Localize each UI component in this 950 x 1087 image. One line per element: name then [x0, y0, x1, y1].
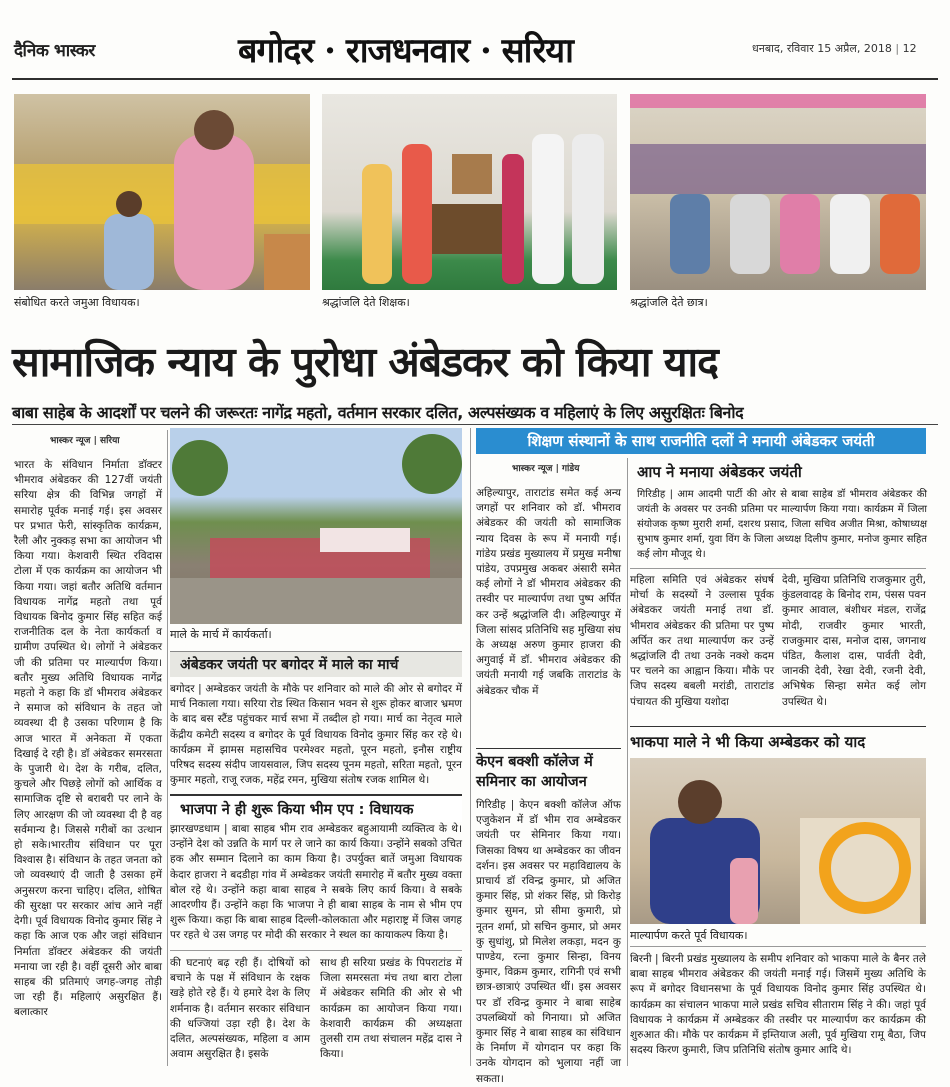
bhakpa-rule: [630, 726, 926, 727]
col-divider-2: [470, 428, 471, 1066]
education-credit: भास्कर न्यूज | गांडेय: [512, 464, 580, 474]
male-march-headline: अंबेडकर जयंती पर बगोदर में माले का मार्च: [170, 651, 462, 677]
photo-illustration-bhakpa: [630, 758, 926, 924]
photo-illustration-students: [630, 94, 926, 290]
masthead-rule: [12, 78, 938, 80]
photo-bhakpa-tribute: [630, 758, 926, 924]
aap-rule: [630, 568, 926, 569]
main-body-col1: भारत के संविधान निर्माता डॉक्टर भीमराव अंबेडकर की 127वीं जयंती सरिया क्षेत्र की विभिन्न जगहों में समारोह पूर्वक मनाई गई। इस अवसर पर प्रभात फेरी, सांस्कृतिक कार्यक्रम, रैली और नुक्कड़ सभा का आयोजन भी किया गया। केशवारी स्थित रविदास टोला में एक कार्यक्रम का आयोजन भी किया गया। जहां बतौर अतिथि वर्तमान विधायक नागेंद्र महतो तथा पूर्व विधायक बिनोद कुमार सिंह सहित कई राजनीतिक दल के नेता कार्यकर्ता व ग्रामीण उपस्थित थे। लोगों ने अंबेडकर जी की प्रतिमा पर माल्यार्पण किया। बतौर मुख्य अतिथि विधायक नागेंद्र महतो ने कहा कि डॉ भीमराव अंबेडकर ने समाज को संविधान के तहत जो व्यवस्था दी है उसका परिणाम है कि आज भारत में अनेकता में एकता दिखाई दे रही है। डॉ अंबेडकर समरसता के पुजारी थे। देश के गरीब, दलित, कुचले और पिछड़े लोगों को आर्थिक व सामाजिक दृष्टि से बराबरी पर लाने के लिए आरक्षण की जो व्यवस्था दी है वह सर्वमान्य है। जिससे गरीबों का उत्थान हो सके।भारतीय संविधान पर पूरा विश्वास है। संविधान के तहत जनता को जो व्यवस्थाएं दी जाती है उसका हमें अनुसरण करना चाहिए। दलित, शोषित की सुरक्षा पर सरकार आंच आने नहीं देगी। पूर्व विधायक विनोद कुमार सिंह ने कहा कि आज एक और जहां संविधान निर्माता डॉक्टर अंबेडकर की जयंती मनाया जा रही है। वहीं दूसरी ओर बाबा साहब की प्रतिमाएं जगह-जगह तोड़ी जा रही हैं। महिलाएं असुरक्षित हैं। बलात्कार: [14, 459, 162, 1019]
page-number: 12: [902, 42, 917, 55]
male-march-body: बगोदर | अम्बेडकर जयंती के मौके पर शनिवार को माले की ओर से बगोदर में मार्च निकाला गया। सरिया रोड स्थित किसान भवन से शुरू होकर बाजार भ्रमण के बाद बस स्टैंड पहुंचकर मार्च सभा में तब्दील हो गया। मार्च का नेतृत्व माले केंद्रीय कमेटी सदस्य व बगोदर के पूर्व विधायक विनोद कुमार सिंह कर रहे थे। कार्यक्रम में झामस महासचिव परमेश्वर महतो, पूरन महतो, इनौस राष्ट्रीय परिषद सदस्य संदीप जायसवाल, जिप सदस्य पूनम महतो, सरिता महतो, पूरन कुमार महतो, राजू रजक, महेंद्र रमन, मुखिया संतोष रजक शामिल थे।: [170, 683, 462, 787]
ken-body: गिरिडीह | केएन बक्शी कॉलेज ऑफ एजुकेशन में डॉ भीम राव अम्बेडकर जयंती पर सेमिनार किया गया। जिसका विषय था अम्बेडकर का जीवन दर्शन। इस अवसर पर महाविद्यालय के प्राचार्य डॉ रविन्द्र कुमार, प्रो अजित कुमार सिंह, प्रो शंकर सिंह, प्रो किरोड़ कुमार सुमन, प्रो सीमा कुमारी, प्रो नूतन शर्मा, प्रो सचिन कुमार, प्रो अमर कु सुधांशु, प्रो मिलेश लकड़ा, मदन कु पाण्डेय, रत्ना कुमार सिन्हा, विनय कुमार, विक्रम कुमार, रागिनी एवं सभी छात्र-छात्राएं उपस्थित थीं। इस अवसर पर डॉ रविन्द्र कुमार ने बाबा साहेब उपलब्धियों को गिनाया। प्रो अजित कुमार सिंह ने बाबा साहब का संविधान के निर्माण में योगदान पर कहा कि उनके योगदान को भुलाया नहीं जा सकता।: [476, 799, 621, 1085]
photo-students-tribute: [630, 94, 926, 290]
photo-male-march: [170, 428, 462, 624]
photo-illustration-march: [170, 428, 462, 624]
main-body-col2: की घटनाएं बढ़ रही हैं। दोषियों को बचाने के पक्ष में संविधान के रक्षक खड़े होते रहे हैं। ये हमारे देश के लिए शर्मनाक है। वर्तमान सरकार संविधान की धज्जियां उड़ा रही है। देश के दलित, अल्पसंख्यक, महिला व आम अवाम असुरक्षित है। इसके: [170, 957, 310, 1061]
bhakpa-body-rule: [630, 946, 926, 947]
bhakpa-headline: भाकपा माले ने भी किया अम्बेडकर को याद: [630, 733, 866, 751]
aap-intro: गिरिडीह | आम आदमी पार्टी की ओर से बाबा साहेब डॉ भीमराव अंबेडकर की जयंती के अवसर पर उनकी प्रतिमा पर माल्यार्पण किया गया। कार्यक्रम में जिला संयोजक कृष्ण मुरारी शर्मा, दशरथ प्रसाद, जिला सचिव अजीत मिश्रा, कोषाध्यक्ष सुभाष कुमार शर्मा, युवा विंग के जिला अध्यक्ष दिलीप कुमार, मनोज कुमार सहित कई लोग मौजूद थे।: [637, 489, 927, 560]
main-headline: सामाजिक न्याय के पुरोधा अंबेडकर को किया याद: [12, 338, 718, 386]
photo-jamua-mla-speaking: [14, 94, 310, 290]
photo-illustration-teachers: [322, 94, 617, 290]
edition-title: बगोदर · राजधनवार · सरिया: [238, 31, 573, 71]
newspaper-brand: दैनिक भास्कर: [14, 41, 95, 61]
date-text: धनबाद, रविवार 15 अप्रैल, 2018: [752, 42, 892, 55]
deck-rule: [12, 424, 938, 425]
education-body: अहिल्यापुर, ताराटांड समेत कई अन्य जगहों पर शनिवार को डॉ. भीमराव अंबेडकर की जयंती को सामाजिक न्याय दिवस के रूप में मनायी गई। गांडेय प्रखंड मुख्यालय में प्रमुख मनीषा पांडेय, उपप्रमुख अकबर अंसारी समेत कई लोगों ने डॉ भीमराव अंबेडकर की तस्वीर पर माल्यार्पण तथा पुष्प अर्पित कर उन्हें श्रद्धांजलि दी। अहिल्यापुर में जिला सांसद प्रतिनिधि सह मुखिया संघ के अध्यक्ष अरुण कुमार हाजरा की अगुवाई में डॉ. भीमराव अंबेडकर की जयंती मनायी गई जबकि ताराटांड के अंबेडकर चौक में: [476, 487, 621, 697]
caption-bhakpa: माल्यार्पण करते पूर्व विधायक।: [630, 929, 748, 942]
main-deck: बाबा साहेब के आदर्शों पर चलने की जरूरतः नागेंद्र महतो, वर्तमान सरकार दलित, अल्पसंख्यक व महिलाएं के लिए असुरक्षितः बिनोद: [12, 403, 744, 422]
bjp-headline: भाजपा ने ही शुरू किया भीम एप : विधायक: [170, 794, 462, 822]
main-credit: भास्कर न्यूज | सरिया: [50, 436, 120, 446]
caption-photo-1: संबोधित करते जमुआ विधायक।: [14, 296, 140, 309]
masthead: [0, 0, 950, 80]
caption-march: माले के मार्च में कार्यकर्ता।: [170, 628, 272, 641]
photo-illustration-speaker: [14, 94, 310, 290]
caption-photo-3: श्रद्धांजलि देते छात्र।: [630, 296, 708, 309]
aap-headline: आप ने मनाया अंबेडकर जयंती: [637, 463, 802, 481]
ken-headline: केएन बक्शी कॉलेज में समिनार का आयोजन: [476, 754, 593, 790]
aap-body-col2: देवी, मुखिया प्रतिनिधि राजकुमार तुरी, कुंडलवादह के बिनोद राम, पंसस पवन कुमार आवाल, बंशीधर मंडल, राजेंद्र मोदी, राजवीर कुमार भारती, राजकुमार दास, मनोज दास, जगनाथ पंडित, कैलाश दास, पार्वती देवी, जानकी देवी, रेखा देवी, रजनी देवी, अभिषेक सिन्हा समेत कई लोग उपस्थित थे।: [782, 574, 926, 708]
main-body-col3: साथ ही सरिया प्रखंड के पिपराटांड में जिला समरसता मंच तथा बारा टोला में अंबेडकर समिति की ओर से भी कार्यक्रम का आयोजन किया गया। केशवारी कार्यक्रम की अध्यक्षता तुलसी राम तथा संचालन महेंद्र दास ने किया।: [320, 957, 462, 1061]
col-rule-bottom: [170, 950, 462, 951]
photo-teachers-tribute: [322, 94, 617, 290]
aap-body-col1: महिला समिति एवं अंबेडकर संघर्ष मोर्चा के सदस्यों ने उल्लास पूर्वक अंबेडकर जयंती मनाई तथा डॉ. भीमराव अंबेडकर की प्रतिमा पर पुष्प अर्पित कर तथा माल्यार्पण कर उन्हें श्रद्धांजलि दी तथा उनके नक्शे कदम पर चलने का आह्वान किया। मौके पर जिप सदस्य बबली मरांडी, ताराटांड पंचायत की मुखिया यशोदा: [630, 574, 774, 708]
dateline: धनबाद, रविवार 15 अप्रैल, 2018 | 12: [752, 42, 917, 55]
bjp-body: झारखण्डधाम | बाबा साहब भीम राव अम्बेडकर बहुआयामी व्यक्तित्व के थे। उन्होंने देश को उन्नति के मार्ग पर ले जाने का कार्य किया। उन्होंने सबको उचित हक और सम्मान दिलाने का काम किया है। उपर्युक्त बातें जमुआ विधायक केदार हाजरा ने बदडीहा गांव में अम्बेडकर जयंती समारोह में बतौर मुख्य वक्ता बोल रहे थे। उन्होंने कहा बाबा साहब ने सबके लिए कार्य किया। वे सबके आदरणीय हैं। उन्होंने कहा कि भाजपा ने ही बाबा साहब के नाम से भीम एप शुरू किया। कहा कि बाबा साहब दिल्ली-कोलकाता और महाराष्ट्र में जिस जगह पर रहते थे उस जगह पर मोदी की सरकार ने स्थल का कायाकल्प किया है।: [170, 823, 462, 942]
education-banner: शिक्षण संस्थानों के साथ राजनीति दलों ने मनायी अंबेडकर जयंती: [476, 428, 926, 454]
col-divider-1: [167, 430, 168, 1066]
caption-photo-2: श्रद्धांजलि देते शिक्षक।: [322, 296, 410, 309]
col-divider-3: [627, 458, 628, 1066]
ken-rule: [476, 748, 621, 749]
bhakpa-body: बिरनी | बिरनी प्रखंड मुख्यालय के समीप शनिवार को भाकपा माले के बैनर तले बाबा साहब भीमराव अंबेडकर की जयंती मनाई गई। जिसमें मुख्य अतिथि के रूप में बगोदर विधानसभा के पूर्व विधायक विनोद कुमार सिंह उपस्थित थे। कार्यक्रम का संचालन भाकपा माले प्रखंड सचिव सीताराम सिंह ने की। जहां पूर्व विधायक ने कार्यक्रम में अम्बेडकर की तस्वीर पर माल्यार्पण कर कार्यक्रम की शुरुआत की। मौके पर कार्यक्रम में इम्तियाज अली, पूर्व मुखिया रामू बैठा, जिप सदस्य किरण कुमारी, जिप प्रतिनिधि संतोष कुमार आदि थे।: [630, 953, 926, 1057]
